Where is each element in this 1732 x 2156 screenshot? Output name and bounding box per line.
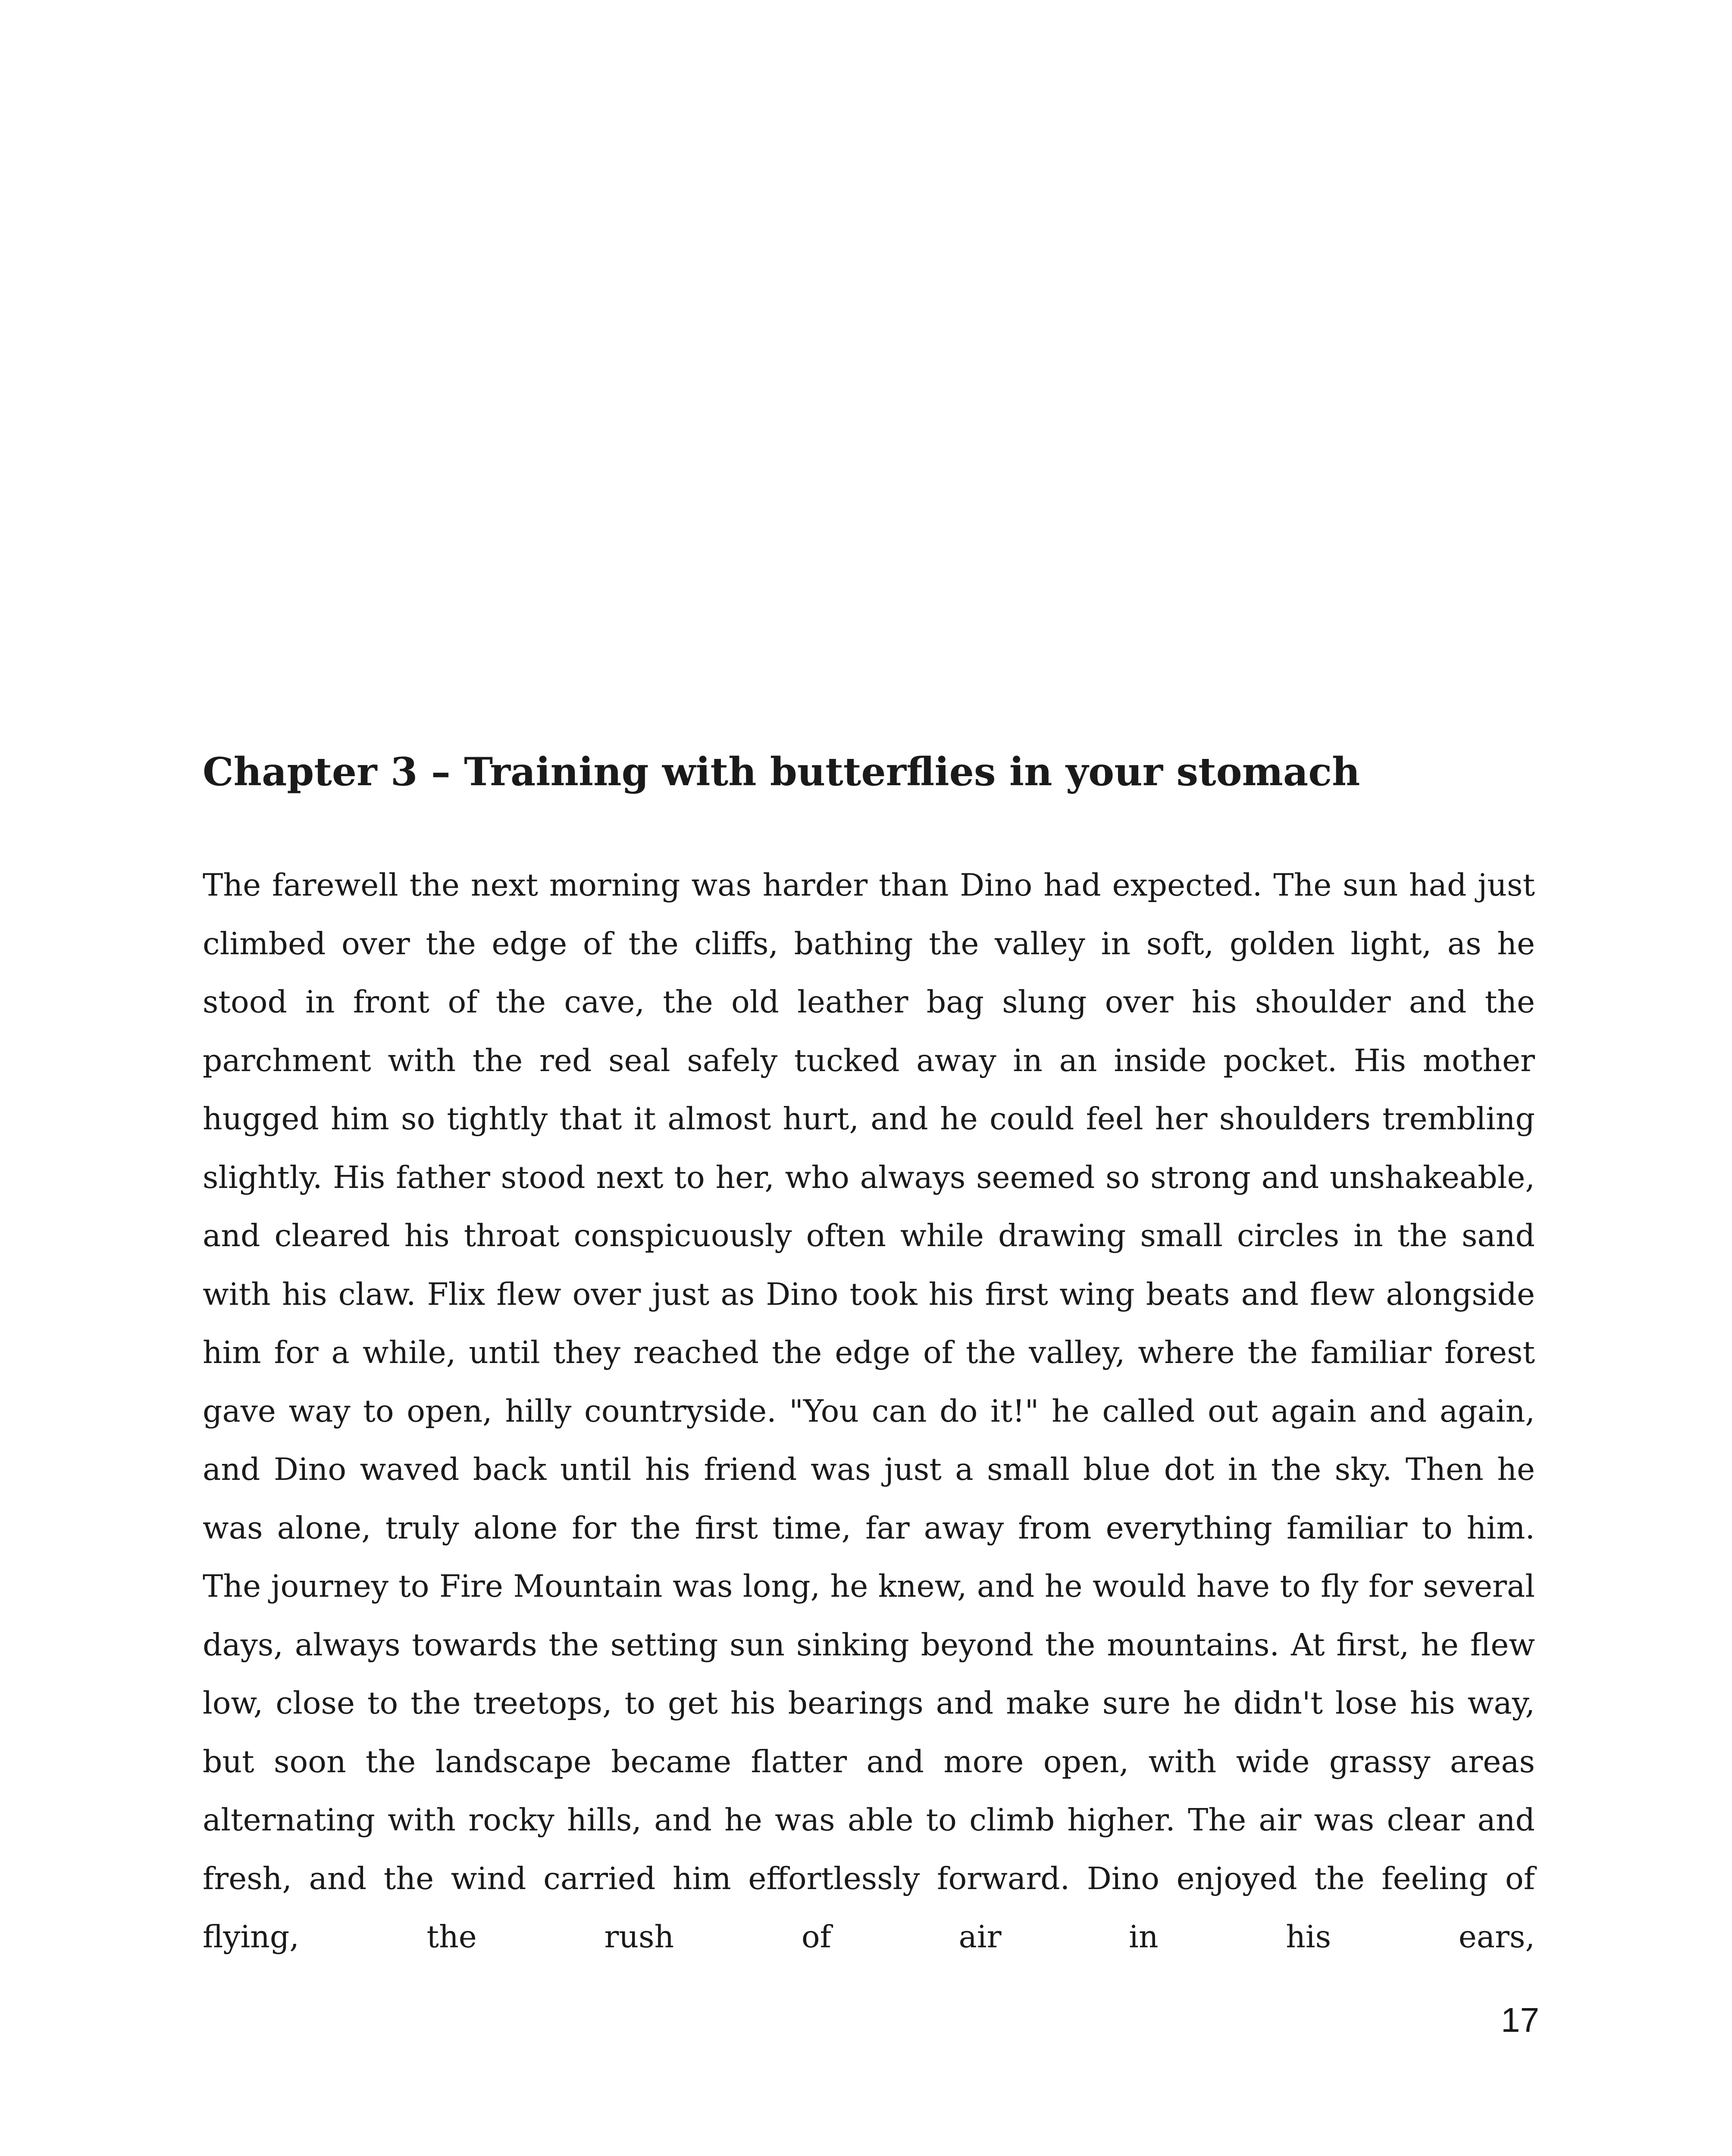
body-paragraph: The farewell the next morning was harder than Dino had expected. The sun had just climbed over the edge of the cliffs, bathing the valley in soft, golden light, as he stood in front of the cave, the old leather bag slung over his shoulder and the parchment with the red seal safely tucked away in an inside pocket. His mother hugged him so tightly that it almost hurt, and he could feel her shoulders trembling slightly. His father stood next to her, who always seemed so strong and unshakeable, and cleared his throat conspicuously often while drawing small circles in the sand with his claw. Flix flew over just as Dino took his first wing beats and flew alongside him for a while, until they reached the edge of the valley, where the familiar forest gave way to open, hilly countryside. "You can do it!" he called out again and again, and Dino waved back until his friend was just a small blue dot in the sky. Then he was alone, truly alone for the first time, far away from everything familiar to him. The journey to Fire Mountain was long, he knew, and he would have to fly for several days, always towards the setting sun sinking beyond the mountains. At first, he flew low, close to the treetops, to get his bearings and make sure he didn't lose his way, but soon the landscape became flatter and more open, with wide grassy areas alternating with rocky hills, and he was able to climb higher. The air was clear and fresh, and the wind carried him effortlessly forward. Dino enjoyed the feeling of flying, the rush of air in his ears, [203,867,1535,1955]
page-number: 17 [1501,2001,1539,2039]
chapter-title: Chapter 3 – Training with butterflies in your stomach [203,749,1360,795]
